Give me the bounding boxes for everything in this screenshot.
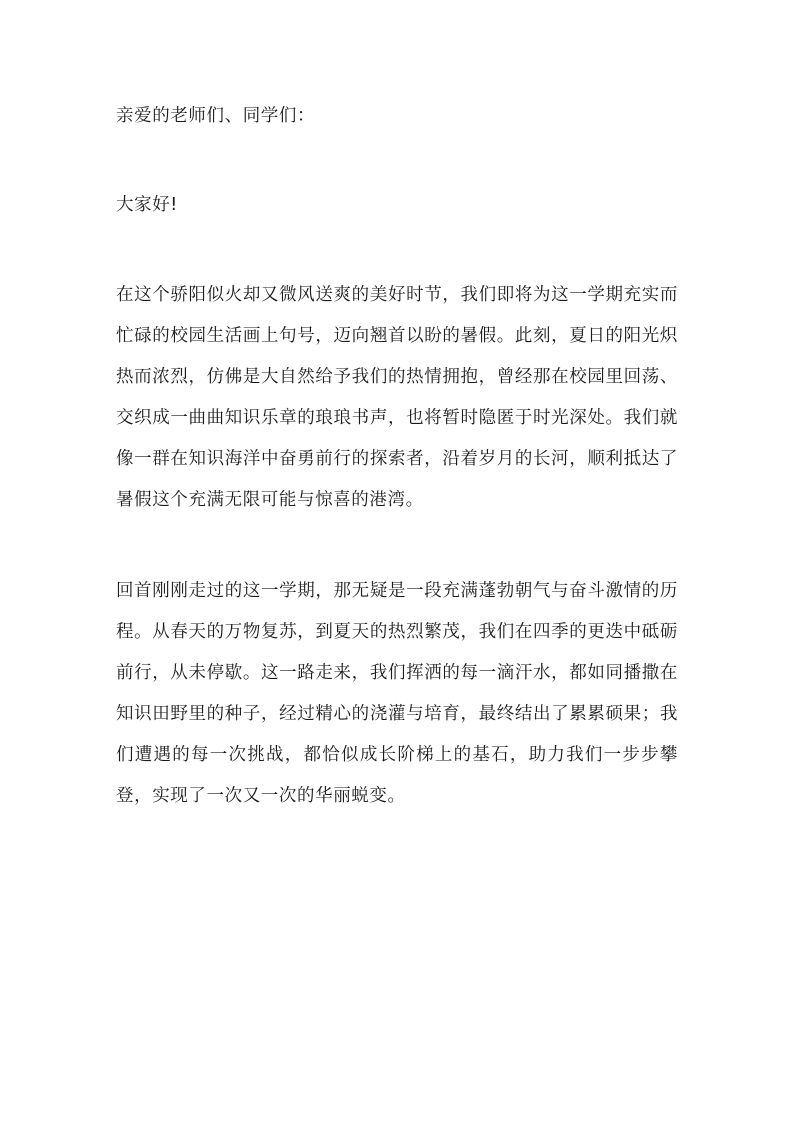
paragraph-spacer bbox=[116, 521, 678, 571]
paragraph-spacer bbox=[116, 137, 678, 185]
paragraph-body-2: 回首刚刚走过的这一学期，那无疑是一段充满蓬勃朝气与奋斗激情的历程。从春天的万物复苏，到夏天的热烈繁茂，我们在四季的更迭中砥砺前行，从未停歇。这一路走来，我们挥洒的每一滴汗水，都如同播撒在知识田野里的种子，经过精心的浇灌与培育，最终结出了累累硕果；我们遭遇的每一次挑战，都恰似成长阶梯上的基石，助力我们一步步攀登，实现了一次又一次的华丽蜕变。 bbox=[116, 581, 678, 806]
paragraph-salutation: 亲爱的老师们、同学们： bbox=[116, 106, 316, 126]
paragraph-body-1: 在这个骄阳似火却又微风送爽的美好时节，我们即将为这一学期充实而忙碌的校园生活画上句号，迈向翘首以盼的暑假。此刻，夏日的阳光炽热而浓烈，仿佛是大自然给予我们的热情拥抱，曾经那在校园里回荡、交织成一曲曲知识乐章的琅琅书声，也将暂时隐匿于时光深处。我们就像一群在知识海洋中奋勇前行的探索者，沿着岁月的长河，顺利抵达了暑假这个充满无限可能与惊喜的港湾。 bbox=[116, 285, 678, 510]
paragraph-greeting: 大家好! bbox=[116, 195, 178, 215]
document-body bbox=[116, 96, 678, 817]
paragraph-spacer bbox=[116, 226, 678, 275]
